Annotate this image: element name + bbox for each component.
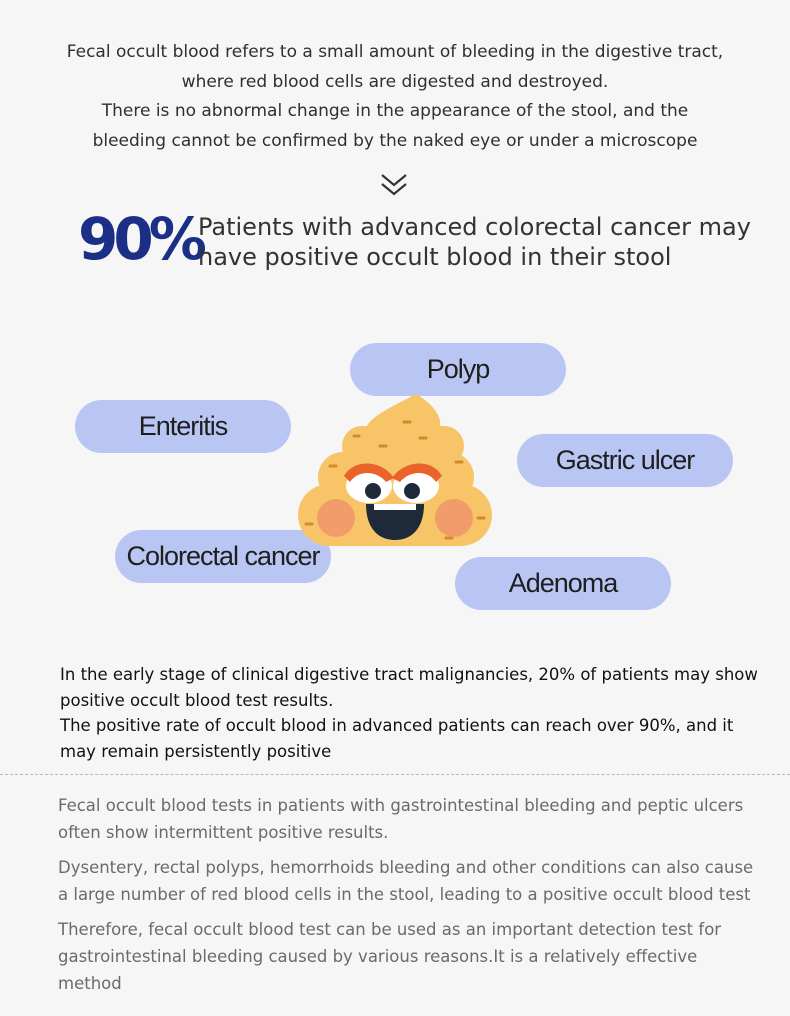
pill-adenoma: Adenoma: [455, 557, 671, 610]
pill-enteritis: Enteritis: [75, 400, 291, 453]
intro-line: bleeding cannot be confirmed by the naked eye or under a microscope: [92, 130, 698, 151]
note-paragraph: Fecal occult blood tests in patients with gastrointestinal bleeding and peptic ulcers often show intermittent positive results.: [58, 796, 744, 842]
pill-gastric-ulcer: Gastric ulcer: [517, 434, 733, 487]
intro-line: There is no abnormal change in the appearance of the stool, and the: [101, 101, 689, 121]
stat-block: [78, 205, 768, 276]
stat-line: have positive occult blood in their stool: [198, 243, 672, 271]
note-paragraph: Dysentery, rectal polyps, hemorrhoids bleeding and other conditions can also cause a large number of red blood cells in the stool, leading to a positive occult blood test: [58, 858, 754, 904]
stat-percent: 90%: [78, 205, 202, 273]
intro-line: where red blood cells are digested and destroyed.: [181, 71, 609, 92]
early-stage-text: [60, 662, 760, 764]
pill-polyp: Polyp: [350, 343, 566, 396]
intro-line: Fecal occult blood refers to a small amount of bleeding in the digestive tract,: [66, 42, 724, 62]
notes-text: [58, 792, 758, 1005]
dashed-divider: [0, 774, 790, 775]
stat-text: [198, 212, 768, 272]
double-chevron-down-icon: [378, 172, 410, 198]
early-paragraph: In the early stage of clinical digestive tract malignancies, 20% of patients may show positive occult blood test results.: [60, 665, 758, 710]
stat-line: Patients with advanced colorectal cancer may: [198, 213, 751, 241]
pill-colorectal-cancer: Colorectal cancer: [115, 530, 331, 583]
intro-text: [30, 38, 760, 156]
early-paragraph: The positive rate of occult blood in advanced patients can reach over 90%, and it may remain persistently positive: [60, 716, 734, 761]
note-paragraph: Therefore, fecal occult blood test can be used as an important detection test for gastrointestinal bleeding caused by various reasons.It is a relatively effective method: [58, 920, 722, 993]
stool-mascot-icon: [296, 392, 494, 554]
